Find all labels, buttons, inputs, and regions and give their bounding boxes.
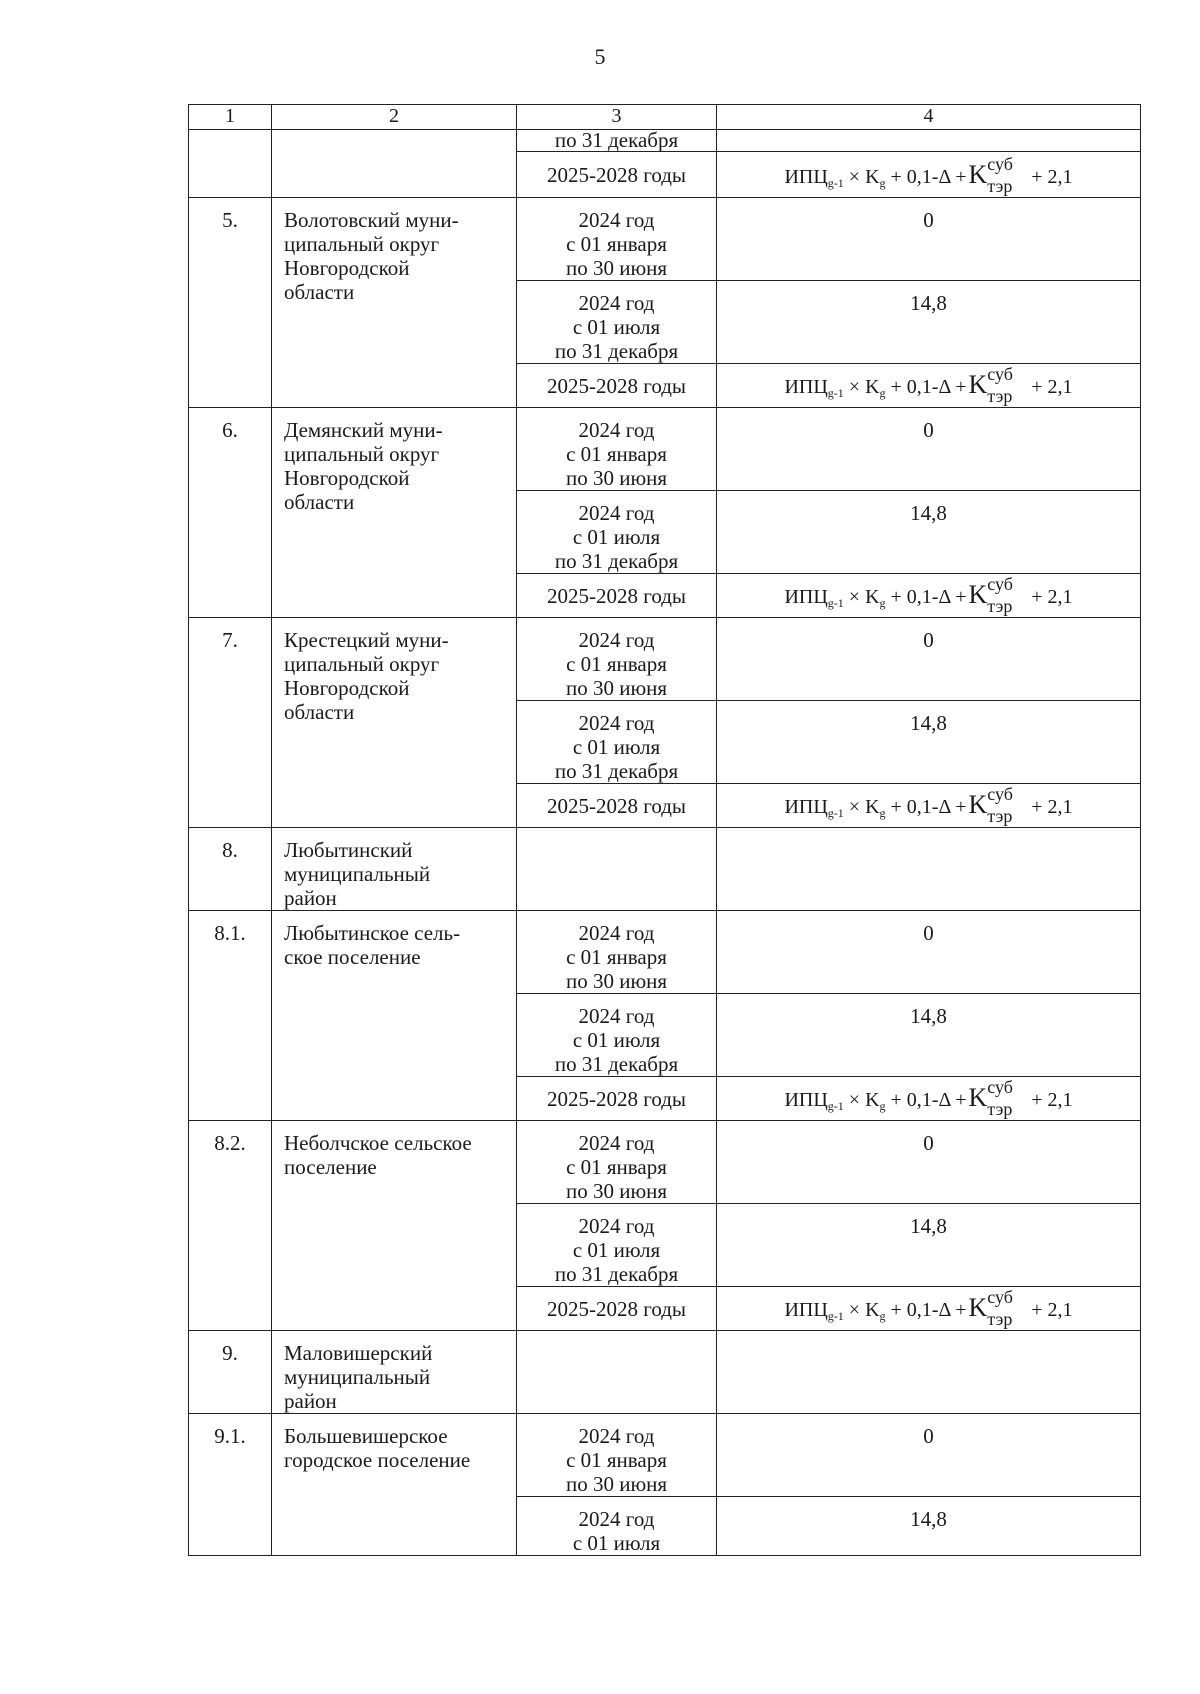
period-line: 2024 год <box>578 291 655 315</box>
period-line: 2024 год <box>578 1507 655 1531</box>
formula-kter <box>968 154 1013 196</box>
table-row <box>189 1121 1141 1204</box>
name-line: Новгородской <box>284 676 410 700</box>
formula-times: × <box>848 376 861 398</box>
formula-mid: + 0,1-Δ + <box>890 376 967 398</box>
period-line: 2024 год <box>578 1424 655 1448</box>
name-line: Крестецкий муни- <box>284 628 449 652</box>
period-range-cell: 2025-2028 годы <box>517 152 717 198</box>
period-range-cell: 2025-2028 годы <box>517 784 717 828</box>
formula-ipc: ИПЦ <box>784 166 828 188</box>
number-cell <box>189 130 272 198</box>
formula-k-sub: g <box>879 1309 886 1323</box>
name-line: области <box>284 280 355 304</box>
formula-cell <box>717 152 1141 198</box>
period-cell <box>517 1331 717 1414</box>
formula-k: K <box>865 376 880 398</box>
formula-k: K <box>865 166 880 188</box>
period-line: по 30 июня <box>565 969 668 993</box>
name-cell <box>272 911 517 1121</box>
period-line: 2024 год <box>578 208 655 232</box>
formula-tail: + 2,1 <box>1031 796 1073 818</box>
formula-kter-sub: тэр <box>987 806 1013 826</box>
name-line: Волотовский муни- <box>284 208 459 232</box>
formula-kter-letter: K <box>968 790 988 819</box>
number-cell: 5. <box>189 198 272 408</box>
rate-cell: 0 <box>717 618 1141 701</box>
name-line: ципальный округ <box>284 652 440 676</box>
period-line: по 31 декабря <box>554 1262 679 1286</box>
period-line: 2024 год <box>578 628 655 652</box>
formula-kter-sup: суб <box>987 154 1013 174</box>
header-cell: 2 <box>272 105 517 130</box>
rate-cell <box>717 130 1141 152</box>
period-line: по 31 декабря <box>554 759 679 783</box>
rate-cell <box>717 1331 1141 1414</box>
period-line: по 30 июня <box>565 256 668 280</box>
formula-ipc: ИПЦ <box>784 586 828 608</box>
name-cell <box>272 1414 517 1556</box>
period-line: с 01 июля <box>572 735 661 759</box>
period-line: 2024 год <box>578 711 655 735</box>
name-line: Новгородской <box>284 256 410 280</box>
period-cell <box>517 408 717 491</box>
formula-k: K <box>865 796 880 818</box>
name-cell <box>272 130 517 198</box>
formula-kter <box>968 1287 1013 1329</box>
formula-times: × <box>848 1299 861 1321</box>
period-range-cell: 2025-2028 годы <box>517 364 717 408</box>
period-line: с 01 января <box>566 232 667 256</box>
rate-cell: 14,8 <box>717 1497 1141 1556</box>
formula-kter-sup: суб <box>987 574 1013 594</box>
name-line: области <box>284 490 355 514</box>
period-line: с 01 июля <box>572 315 661 339</box>
period-line: с 01 января <box>566 442 667 466</box>
period-cell <box>517 828 717 911</box>
formula <box>784 364 1073 406</box>
period-cell <box>517 911 717 994</box>
formula-ipc-sub: g-1 <box>827 386 844 400</box>
name-line: ское поселение <box>284 945 421 969</box>
period-line: по 31 декабря <box>554 339 679 363</box>
table-row <box>189 618 1141 701</box>
period-cell <box>517 994 717 1077</box>
period-cell: по 31 декабря <box>517 130 717 152</box>
formula-k: K <box>865 1089 880 1111</box>
period-line: с 01 июля <box>572 1531 661 1555</box>
period-line: 2024 год <box>578 1004 655 1028</box>
formula-tail: + 2,1 <box>1031 376 1073 398</box>
name-line: район <box>284 1389 337 1413</box>
table-row <box>189 1331 1141 1414</box>
formula-k-sub: g <box>879 596 886 610</box>
period-line: с 01 июля <box>572 1238 661 1262</box>
rate-cell: 0 <box>717 1121 1141 1204</box>
formula-tail: + 2,1 <box>1031 166 1073 188</box>
formula-k-sub: g <box>879 386 886 400</box>
tariff-table <box>188 104 1141 1556</box>
formula-times: × <box>848 166 861 188</box>
formula-kter-sub: тэр <box>987 596 1013 616</box>
formula <box>784 1077 1073 1119</box>
name-line: ципальный округ <box>284 232 440 256</box>
formula-ipc-sub: g-1 <box>827 1309 844 1323</box>
period-line: с 01 июля <box>572 1028 661 1052</box>
formula-cell <box>717 784 1141 828</box>
number-cell: 8.1. <box>189 911 272 1121</box>
rate-cell: 0 <box>717 408 1141 491</box>
name-line: Неболчское сельское <box>284 1131 472 1155</box>
formula-kter-sub: тэр <box>987 1099 1013 1119</box>
formula-kter-sub: тэр <box>987 386 1013 406</box>
formula <box>784 154 1073 196</box>
name-line: поселение <box>284 1155 377 1179</box>
rate-cell: 14,8 <box>717 281 1141 364</box>
period-line: по 31 декабря <box>554 1052 679 1076</box>
period-line: по 30 июня <box>565 1179 668 1203</box>
formula-ipc-sub: g-1 <box>827 596 844 610</box>
formula-cell <box>717 1287 1141 1331</box>
table-row <box>189 911 1141 994</box>
formula <box>784 784 1073 826</box>
formula-kter-letter: K <box>968 1083 988 1112</box>
period-line: с 01 января <box>566 1448 667 1472</box>
formula <box>784 574 1073 616</box>
formula-ipc-sub: g-1 <box>827 1099 844 1113</box>
header-row <box>189 105 1141 130</box>
name-cell <box>272 828 517 911</box>
name-line: Любытинское сель- <box>284 921 461 945</box>
formula-mid: + 0,1-Δ + <box>890 166 967 188</box>
number-cell: 8. <box>189 828 272 911</box>
period-line: 2024 год <box>578 921 655 945</box>
header-cell: 1 <box>189 105 272 130</box>
formula-k: K <box>865 586 880 608</box>
number-cell: 6. <box>189 408 272 618</box>
header-cell: 4 <box>717 105 1141 130</box>
formula-k: K <box>865 1299 880 1321</box>
formula-kter-letter: K <box>968 370 988 399</box>
formula-ipc: ИПЦ <box>784 1299 828 1321</box>
formula-mid: + 0,1-Δ + <box>890 586 967 608</box>
formula-kter <box>968 1077 1013 1119</box>
period-range-cell: 2025-2028 годы <box>517 574 717 618</box>
formula-times: × <box>848 1089 861 1111</box>
formula-kter-letter: K <box>968 1293 988 1322</box>
number-cell: 7. <box>189 618 272 828</box>
number-cell: 9. <box>189 1331 272 1414</box>
page-number: 5 <box>594 44 606 69</box>
name-line: Большевишерское <box>284 1424 448 1448</box>
rate-cell: 0 <box>717 911 1141 994</box>
period-cell <box>517 1121 717 1204</box>
name-line: район <box>284 886 337 910</box>
formula-ipc: ИПЦ <box>784 1089 828 1111</box>
name-line: Любытинский <box>284 838 413 862</box>
name-line: городское поселение <box>284 1448 471 1472</box>
formula-ipc-sub: g-1 <box>827 806 844 820</box>
table-row <box>189 828 1141 911</box>
formula-cell <box>717 1077 1141 1121</box>
name-cell <box>272 1331 517 1414</box>
formula-cell <box>717 574 1141 618</box>
rate-cell: 14,8 <box>717 701 1141 784</box>
name-cell <box>272 198 517 408</box>
formula-kter-sup: суб <box>987 364 1013 384</box>
name-cell <box>272 618 517 828</box>
formula-kter-sup: суб <box>987 1077 1013 1097</box>
name-line: муниципальный <box>284 1365 431 1389</box>
formula-kter <box>968 364 1013 406</box>
formula-kter-letter: K <box>968 160 988 189</box>
formula-kter-sub: тэр <box>987 176 1013 196</box>
period-range-cell: 2025-2028 годы <box>517 1287 717 1331</box>
formula-ipc: ИПЦ <box>784 796 828 818</box>
formula-mid: + 0,1-Δ + <box>890 1299 967 1321</box>
formula-tail: + 2,1 <box>1031 1089 1073 1111</box>
formula-ipc-sub: g-1 <box>827 176 844 190</box>
table-row <box>189 198 1141 281</box>
period-line: по 30 июня <box>565 466 668 490</box>
formula-kter-sub: тэр <box>987 1309 1013 1329</box>
formula-mid: + 0,1-Δ + <box>890 1089 967 1111</box>
formula-tail: + 2,1 <box>1031 1299 1073 1321</box>
period-line: по 31 декабря <box>554 549 679 573</box>
period-range-cell: 2025-2028 годы <box>517 1077 717 1121</box>
period-line: с 01 января <box>566 652 667 676</box>
name-line: Маловишерский <box>284 1341 433 1365</box>
formula-tail: + 2,1 <box>1031 586 1073 608</box>
period-line: 2024 год <box>578 418 655 442</box>
rate-cell <box>717 828 1141 911</box>
rate-cell: 14,8 <box>717 1204 1141 1287</box>
period-line: 2024 год <box>578 1131 655 1155</box>
period-cell <box>517 1414 717 1497</box>
formula-k-sub: g <box>879 806 886 820</box>
table-row <box>189 408 1141 491</box>
continuation-row <box>189 130 1141 152</box>
number-cell: 8.2. <box>189 1121 272 1331</box>
header-cell: 3 <box>517 105 717 130</box>
period-cell <box>517 281 717 364</box>
rate-cell: 14,8 <box>717 491 1141 574</box>
period-line: с 01 июля <box>572 525 661 549</box>
rate-cell: 0 <box>717 1414 1141 1497</box>
period-cell <box>517 1497 717 1556</box>
name-line: Новгородской <box>284 466 410 490</box>
name-cell <box>272 408 517 618</box>
rate-cell: 14,8 <box>717 994 1141 1077</box>
formula-cell <box>717 364 1141 408</box>
name-line: Демянский муни- <box>284 418 443 442</box>
formula <box>784 1287 1073 1329</box>
name-cell <box>272 1121 517 1331</box>
formula-k-sub: g <box>879 1099 886 1113</box>
name-line: области <box>284 700 355 724</box>
name-line: муниципальный <box>284 862 431 886</box>
number-cell: 9.1. <box>189 1414 272 1556</box>
period-line: 2024 год <box>578 501 655 525</box>
formula-times: × <box>848 586 861 608</box>
period-cell <box>517 198 717 281</box>
period-line: с 01 января <box>566 945 667 969</box>
formula-kter-sup: суб <box>987 784 1013 804</box>
formula-ipc: ИПЦ <box>784 376 828 398</box>
period-cell <box>517 1204 717 1287</box>
formula-kter <box>968 574 1013 616</box>
period-line: по 30 июня <box>565 676 668 700</box>
formula-mid: + 0,1-Δ + <box>890 796 967 818</box>
period-line: по 30 июня <box>565 1472 668 1496</box>
formula-k-sub: g <box>879 176 886 190</box>
period-cell <box>517 701 717 784</box>
formula-kter <box>968 784 1013 826</box>
formula-kter-sup: суб <box>987 1287 1013 1307</box>
period-cell <box>517 491 717 574</box>
name-line: ципальный округ <box>284 442 440 466</box>
formula-times: × <box>848 796 861 818</box>
period-line: с 01 января <box>566 1155 667 1179</box>
period-line: 2024 год <box>578 1214 655 1238</box>
table-row <box>189 1414 1141 1497</box>
period-cell <box>517 618 717 701</box>
formula-kter-letter: K <box>968 580 988 609</box>
rate-cell: 0 <box>717 198 1141 281</box>
